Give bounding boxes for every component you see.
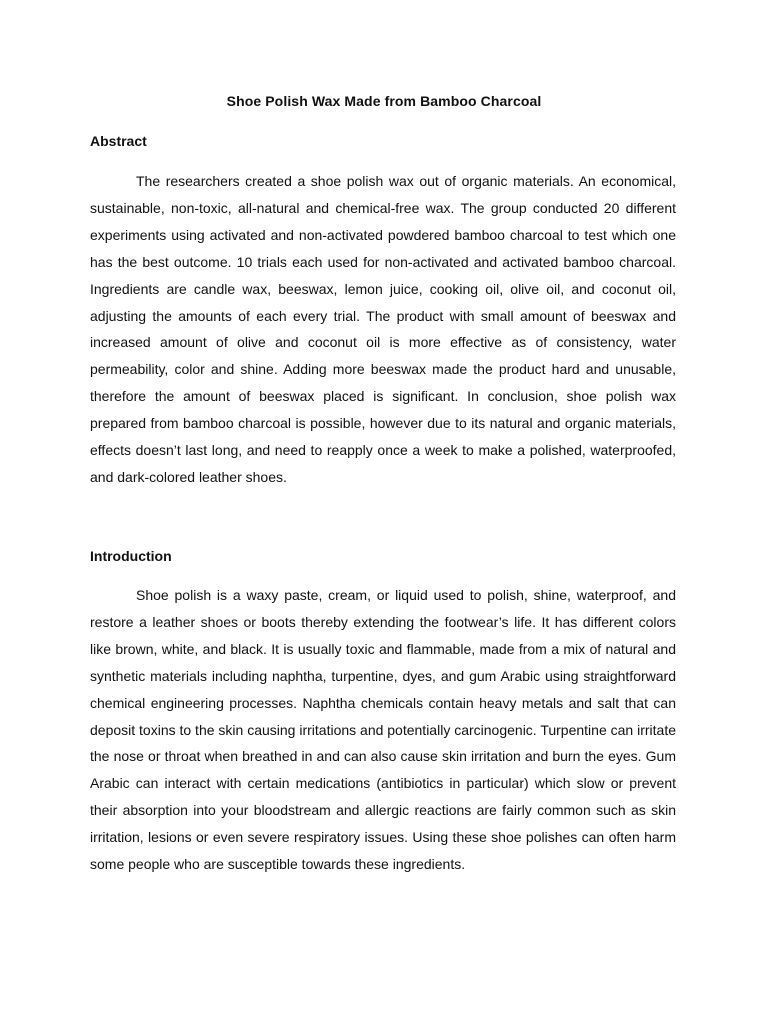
abstract-paragraph: The researchers created a shoe polish wax out of organic materials. An economical, sustainable, non-toxic, all-natural and chemical-free wax. The group conducted 20 different experiments using activated and non-activated powdered bamboo charcoal to test which one has the best outcome. 10 trials each used for non-activated and activated bamboo charcoal. Ingredients are candle wax, beeswax, lemon juice, cooking oil, olive oil, and coconut oil, adjusting the amounts of each every trial. The product with small amount of beeswax and increased amount of olive and coconut oil is more effective as of consistency, water permeability, color and shine. Adding more beeswax made the product hard and unusable, therefore the amount of beeswax placed is significant. In conclusion, shoe polish wax prepared from bamboo charcoal is possible, however due to its natural and organic materials, effects doesn’t last long, and need to reapply once a week to make a polished, waterproofed, and dark-colored leather shoes.: [90, 173, 676, 485]
abstract-heading: Abstract: [90, 133, 147, 149]
introduction-heading: Introduction: [90, 548, 172, 564]
introduction-paragraph: Shoe polish is a waxy paste, cream, or liquid used to polish, shine, waterproof, and restore a leather shoes or boots thereby extending the footwear’s life. It has different colors like brown, white, and black. It is usually toxic and flammable, made from a mix of natural and synthetic materials including naphtha, turpentine, dyes, and gum Arabic using straightforward chemical engineering processes. Naphtha chemicals contain heavy metals and salt that can deposit toxins to the skin causing irritations and potentially carcinogenic. Turpentine can irritate the nose or throat when breathed in and can also cause skin irritation and burn the eyes. Gum Arabic can interact with certain medications (antibiotics in particular) which slow or prevent their absorption into your bloodstream and allergic reactions are fairly common such as skin irritation, lesions or even severe respiratory issues. Using these shoe polishes can often harm some people who are susceptible towards these ingredients.: [90, 587, 676, 873]
document-title: Shoe Polish Wax Made from Bamboo Charcoal: [226, 93, 542, 109]
